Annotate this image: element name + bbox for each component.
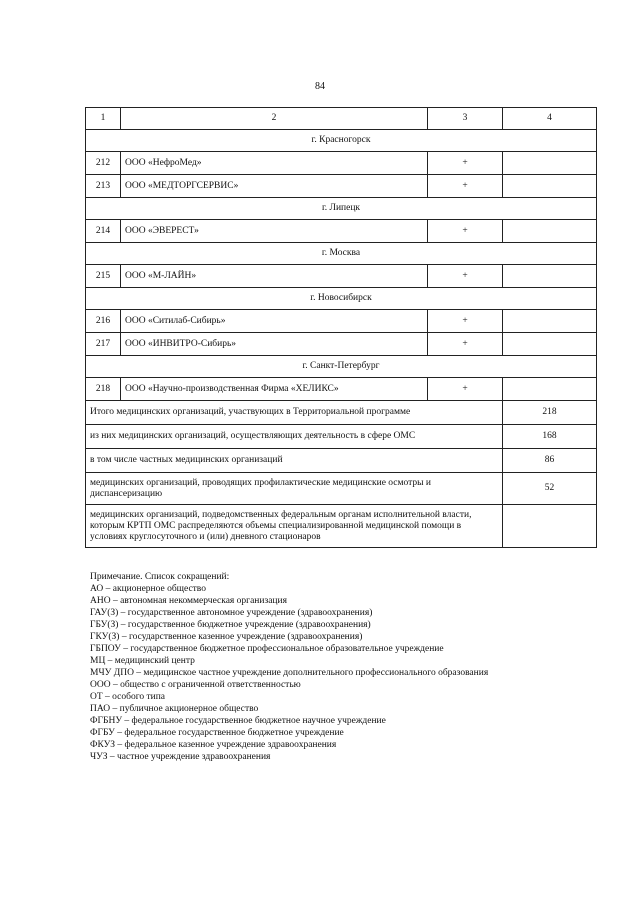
city-header-row (86, 356, 597, 378)
abbreviation-item: АНО – автономная некоммерческая организация (90, 596, 287, 606)
abbreviation-item: АО – акционерное общество (90, 584, 206, 594)
summary-value (503, 505, 597, 548)
page-number: 84 (315, 81, 325, 92)
summary-value: 52 (503, 473, 597, 505)
column-4-value (503, 265, 597, 288)
table-row (86, 310, 597, 333)
summary-value: 86 (503, 449, 597, 473)
abbreviation-item: ГБУ(З) – государственное бюджетное учреждение (здравоохранения) (90, 620, 371, 630)
row-number: 218 (86, 378, 121, 401)
column-4-value (503, 378, 597, 401)
abbreviation-item: ФГБУ – федеральное государственное бюджетное учреждение (90, 728, 344, 738)
summary-label: из них медицинских организаций, осуществляющих деятельность в сфере ОМС (86, 425, 503, 449)
organization-name: ООО «НефроМед» (121, 152, 428, 175)
summary-label: Итого медицинских организаций, участвующих в Территориальной программе (86, 401, 503, 425)
summary-label: медицинских организаций, проводящих профилактические медицинские осмотры и диспансеризацию (86, 473, 503, 505)
column-4-value (503, 310, 597, 333)
organization-name: ООО «ИНВИТРО-Сибирь» (121, 333, 428, 356)
header-cell: 1 (86, 108, 121, 130)
organization-name: ООО «Научно-производственная Фирма «ХЕЛИКС» (121, 378, 428, 401)
city-header-row (86, 198, 597, 220)
organizations-table (85, 107, 597, 548)
abbreviation-item: МЦ – медицинский центр (90, 656, 195, 666)
summary-row (86, 425, 597, 449)
abbreviation-item: ООО – общество с ограниченной ответственностью (90, 680, 301, 690)
table-body (86, 108, 597, 548)
table-header-row (86, 108, 597, 130)
table-row (86, 220, 597, 243)
column-4-value (503, 175, 597, 198)
participation-mark: + (428, 220, 503, 243)
city-header-row (86, 243, 597, 265)
column-4-value (503, 152, 597, 175)
row-number: 215 (86, 265, 121, 288)
participation-mark: + (428, 333, 503, 356)
summary-row (86, 449, 597, 473)
organization-name: ООО «М-ЛАЙН» (121, 265, 428, 288)
table-row (86, 378, 597, 401)
city-name: г. Красногорск (86, 130, 597, 152)
row-number: 212 (86, 152, 121, 175)
participation-mark: + (428, 310, 503, 333)
abbreviation-item: ПАО – публичное акционерное общество (90, 704, 259, 714)
city-name: г. Москва (86, 243, 597, 265)
column-4-value (503, 220, 597, 243)
organization-name: ООО «Ситилаб-Сибирь» (121, 310, 428, 333)
table-row (86, 152, 597, 175)
abbreviations-list (90, 583, 610, 763)
column-4-value (503, 333, 597, 356)
city-name: г. Санкт-Петербург (86, 356, 597, 378)
participation-mark: + (428, 152, 503, 175)
header-cell: 3 (428, 108, 503, 130)
participation-mark: + (428, 175, 503, 198)
summary-row (86, 473, 597, 505)
organization-name: ООО «МЕДТОРГСЕРВИС» (121, 175, 428, 198)
row-number: 217 (86, 333, 121, 356)
abbreviations-note (90, 571, 610, 763)
summary-value: 168 (503, 425, 597, 449)
city-header-row (86, 130, 597, 152)
city-name: г. Липецк (86, 198, 597, 220)
note-title: Примечание. Список сокращений: (90, 572, 230, 582)
header-cell: 2 (121, 108, 428, 130)
table-row (86, 265, 597, 288)
participation-mark: + (428, 265, 503, 288)
summary-label: медицинских организаций, подведомственных федеральным органам исполнительной власти, которым КРТП ОМС распределяются объемы специализированной медицинской помощи в условиях круглосуточного и (или) дневного стационаров (86, 505, 503, 548)
summary-label: в том числе частных медицинских организаций (86, 449, 503, 473)
table-row (86, 333, 597, 356)
abbreviation-item: МЧУ ДПО – медицинское частное учреждение дополнительного профессионального образования (90, 668, 489, 678)
city-name: г. Новосибирск (86, 288, 597, 310)
row-number: 213 (86, 175, 121, 198)
table-row (86, 175, 597, 198)
abbreviation-item: ГАУ(З) – государственное автономное учреждение (здравоохранения) (90, 608, 373, 618)
abbreviation-item: ФКУЗ – федеральное казенное учреждение здравоохранения (90, 740, 337, 750)
summary-row (86, 505, 597, 548)
abbreviation-item: ФГБНУ – федеральное государственное бюджетное научное учреждение (90, 716, 386, 726)
summary-row (86, 401, 597, 425)
abbreviation-item: ГБПОУ – государственное бюджетное профессиональное образовательное учреждение (90, 644, 444, 654)
abbreviation-item: ЧУЗ – частное учреждение здравоохранения (90, 752, 271, 762)
summary-value: 218 (503, 401, 597, 425)
header-cell: 4 (503, 108, 597, 130)
row-number: 214 (86, 220, 121, 243)
abbreviation-item: ГКУ(З) – государственное казенное учреждение (здравоохранения) (90, 632, 363, 642)
city-header-row (86, 288, 597, 310)
participation-mark: + (428, 378, 503, 401)
organization-name: ООО «ЭВЕРЕСТ» (121, 220, 428, 243)
abbreviation-item: ОТ – особого типа (90, 692, 166, 702)
row-number: 216 (86, 310, 121, 333)
